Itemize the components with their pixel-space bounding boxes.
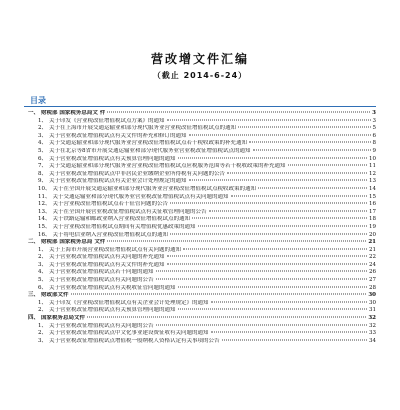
toc-entry-number: 4、 — [38, 140, 47, 147]
toc-dot-leader — [231, 195, 367, 196]
toc-page-number: 27 — [369, 277, 376, 284]
toc-dot-leader — [198, 225, 367, 226]
toc-page-number: 14 — [369, 185, 376, 192]
toc-page-number: 31 — [369, 307, 376, 314]
toc-dot-leader — [107, 112, 370, 113]
toc-entry-title: 财税部 国家税务总局文 件 — [41, 110, 106, 116]
toc-entry-number: 5、 — [38, 147, 47, 154]
toc-entry[interactable] — [38, 140, 376, 148]
toc-entry-title: 关于营业税改征增值税试点期间有关增值税优惠政策的通知 — [52, 223, 196, 230]
toc-entry-number: 14、 — [38, 216, 51, 223]
toc-page-number: 9 — [372, 147, 376, 154]
toc-section[interactable] — [28, 315, 376, 323]
toc-entry[interactable] — [38, 277, 376, 285]
toc-entry-number: 2、 — [38, 254, 47, 261]
toc-page-number: 15 — [369, 193, 376, 200]
toc-page-number: 28 — [369, 284, 376, 291]
toc-entry[interactable] — [38, 118, 376, 126]
toc-entry-title: 关于营业税改征增值税试点有关文件的补充和修订的通知 — [49, 132, 187, 139]
toc-entry[interactable] — [38, 171, 376, 179]
toc-entry[interactable] — [38, 194, 376, 202]
toc-entry[interactable] — [38, 156, 376, 164]
toc-page-number: 24 — [369, 261, 376, 268]
toc-entry-number: 2、 — [38, 307, 47, 314]
toc-page-number: 18 — [369, 216, 376, 223]
toc-entry-number: 9、 — [38, 178, 47, 185]
toc-entry-title: 关于营业税改征增值税试点若干征管问题的公告 — [52, 201, 169, 208]
toc-entry-number: 3、 — [38, 337, 47, 344]
toc-dot-leader — [288, 165, 367, 166]
toc-dot-leader — [156, 324, 367, 325]
toc-entry-title: 关于营业税改征增值税试点中文化事业建设费征收有关问题的通知 — [49, 330, 209, 337]
toc-entry-title: 关于交通运输业和部分现代服务业营业税改征增值税试点应税服务范围等若干税收政策的补充通知 — [49, 163, 286, 170]
toc-page-number: 32 — [369, 322, 376, 329]
toc-dot-leader — [253, 149, 371, 150]
toc-entry-title: 关于在上海市开展交通运输业和部分现代服务业营业税改征增值税试点的通知 — [49, 125, 237, 132]
toc-page-number: 30 — [368, 292, 376, 299]
toc-entry-number: 7、 — [38, 163, 47, 170]
toc-entry-title: 关于营业税改征增值税试点中非居民企业缴纳企业所得税有关问题的公告 — [49, 170, 226, 177]
toc-dot-leader — [238, 127, 370, 128]
toc-page-number: 19 — [369, 223, 376, 230]
toc-page-number: 20 — [369, 231, 376, 238]
toc-page-number: 3 — [372, 110, 376, 116]
toc-entry-number: 6、 — [38, 284, 47, 291]
toc-entry-number: 2、 — [38, 125, 47, 132]
toc-page-number: 34 — [369, 337, 376, 344]
toc-entry[interactable] — [38, 209, 376, 217]
toc-entry-number: 2、 — [38, 330, 47, 337]
toc-page-number: 8 — [372, 140, 376, 147]
toc-entry[interactable] — [38, 300, 376, 308]
toc-entry[interactable] — [38, 269, 376, 277]
toc-entry-title: 关于交通运输业和部分现代服务业营业税改征增值税试点若干税收政策的补充通知 — [49, 140, 248, 147]
toc-dot-leader — [107, 241, 366, 242]
toc-entry-title: 关于营业税改征增值税试点若干问题的通知 — [49, 269, 154, 276]
toc-entry-title: 关于印发《营业税改征增值税试点有关企业会计处理规定》的通知 — [49, 299, 209, 306]
toc-entry-title: 关于交通运输业和部分现代服务业营业税改征增值税试点有关问题的通知 — [52, 193, 229, 200]
toc-entry[interactable] — [38, 224, 376, 232]
toc-entry[interactable] — [38, 186, 376, 194]
toc-page-number: 10 — [369, 155, 376, 162]
toc-dot-leader — [156, 279, 367, 280]
toc-entry-number: 二、 — [28, 239, 40, 246]
toc-dot-leader — [227, 172, 367, 173]
toc-entry[interactable] — [38, 133, 376, 141]
toc-entry-number: 12、 — [38, 201, 51, 208]
toc-entry[interactable] — [38, 163, 376, 171]
toc-entry[interactable] — [38, 262, 376, 270]
toc-entry[interactable] — [38, 178, 376, 186]
toc-entry-title: 关于铁路运输和邮政业纳入营业税改征增值税试点的通知 — [52, 216, 191, 223]
toc-entry-number: 8、 — [38, 170, 47, 177]
toc-entry-number: 11、 — [38, 193, 51, 200]
toc-entry-number: 16、 — [38, 231, 51, 238]
toc-entry-title: 关于营业税改征增值税试点有关文件的补充通知 — [49, 261, 165, 268]
toc-entry[interactable] — [38, 254, 376, 262]
toc-page-number: 3 — [372, 117, 376, 124]
toc-entry-title: 关于上海市开展营业税改征增值税试点有关问题的通知 — [49, 246, 182, 253]
toc-entry-number: 6、 — [38, 155, 47, 162]
toc-entry-title: 关于营业税改征增值税试点有关问题的公告 — [49, 277, 154, 284]
toc-entry[interactable] — [38, 323, 376, 331]
toc-entry-number: 四、 — [28, 315, 40, 322]
toc-entry-title: 关于营业税改征增值税试点有关预算管理问题的通知 — [49, 307, 176, 314]
toc-dot-leader — [249, 142, 370, 143]
toc-entry-number: 3、 — [38, 261, 47, 268]
toc-entry[interactable] — [38, 330, 376, 338]
toc-entry[interactable] — [38, 285, 376, 293]
toc-heading-rule — [24, 106, 376, 107]
toc-section[interactable] — [28, 292, 376, 300]
document-title: 营改增文件汇编 — [150, 52, 249, 66]
toc-entry-title: 关于在全国开展交通运输业和部分现代服务业营业税改征增值税试点税收政策的通知 — [52, 185, 257, 192]
toc-page-number: 32 — [368, 315, 376, 322]
toc-page-number: 17 — [369, 208, 376, 215]
toc-page-number: 5 — [372, 125, 376, 132]
toc-entry[interactable] — [38, 201, 376, 209]
toc-entry-number: 1、 — [38, 299, 47, 306]
toc-page-number: 12 — [369, 170, 376, 177]
toc-entry-number: 10、 — [38, 185, 51, 192]
toc-entry[interactable] — [38, 232, 376, 240]
toc-page-number: 26 — [369, 269, 376, 276]
toc-dot-leader — [258, 187, 367, 188]
toc-entry-title: 关于营业税改征增值税试点有关税收征管问题的通知 — [49, 284, 176, 291]
toc-dot-leader — [170, 233, 367, 234]
toc-entry-number: 1、 — [38, 322, 47, 329]
toc-dot-leader — [178, 286, 367, 287]
toc-page-number: 13 — [369, 178, 376, 185]
toc-entry-title: 关于营业税改征增值税试点有关预算管理问题的通知 — [49, 155, 176, 162]
toc-page-number: 22 — [369, 254, 376, 261]
toc-page-number: 16 — [369, 201, 376, 208]
toc-section[interactable] — [28, 110, 376, 118]
toc-entry[interactable] — [38, 247, 376, 255]
toc-dot-leader — [189, 134, 371, 135]
toc-entry-number: 1、 — [38, 117, 47, 124]
toc-dot-leader — [189, 180, 367, 181]
toc-entry-title: 国家税务总局文件 — [41, 315, 86, 322]
toc-entry-title: 关于印发《营业税改征增值税试点方案》的通知 — [49, 117, 165, 124]
toc-dot-leader — [222, 339, 367, 340]
toc-entry-title: 关于营业税改征增值税试点有关问题的补充通知 — [49, 254, 165, 261]
toc-entry[interactable] — [38, 338, 376, 346]
toc-entry[interactable] — [38, 216, 376, 224]
toc-dot-leader — [156, 271, 367, 272]
document-date: （截止 2014-6-24） — [152, 71, 248, 80]
toc-page-number: 33 — [369, 330, 376, 337]
toc-dot-leader — [87, 317, 366, 318]
toc-page-number: 21 — [369, 246, 376, 253]
toc-dot-leader — [192, 218, 367, 219]
toc-heading: 目录 — [30, 96, 46, 105]
toc-dot-leader — [167, 119, 371, 120]
toc-dot-leader — [211, 332, 367, 333]
toc-entry-number: 15、 — [38, 223, 51, 230]
toc-section[interactable] — [28, 239, 376, 247]
toc-entry-title: 关于在全国开展营业税改征增值税试点有关征收管理问题的公告 — [52, 208, 207, 215]
toc-entry-title: 关于营业税改征增值税试点增值税一般纳税人资格认定有关事项的公告 — [49, 337, 220, 344]
toc-entry[interactable] — [38, 148, 376, 156]
toc-entry-title: 关于营业税改征增值税试点有关问题的公告 — [49, 322, 154, 329]
toc-entry-number: 一、 — [28, 110, 40, 116]
toc-entry-number: 4、 — [38, 269, 47, 276]
table-of-contents — [24, 110, 376, 404]
toc-dot-leader — [183, 248, 367, 249]
toc-entry[interactable] — [38, 307, 376, 315]
toc-entry-number: 3、 — [38, 132, 47, 139]
toc-page-number: 11 — [369, 163, 376, 170]
toc-page-number: 6 — [372, 132, 376, 139]
toc-dot-leader — [167, 256, 367, 257]
toc-dot-leader — [167, 263, 367, 264]
toc-page-number: 21 — [368, 239, 376, 246]
toc-entry-title: 财政部文件 — [41, 292, 69, 299]
toc-entry-title: 财税部 国家税务总局 文件 — [41, 239, 106, 246]
toc-entry-number: 13、 — [38, 208, 51, 215]
toc-page-number: 30 — [369, 299, 376, 306]
toc-entry[interactable] — [38, 125, 376, 133]
toc-dot-leader — [170, 203, 367, 204]
toc-dot-leader — [178, 157, 367, 158]
toc-entry-number: 5、 — [38, 277, 47, 284]
toc-dot-leader — [209, 210, 367, 211]
toc-entry-title: 关于将电信业纳入营业税改征增值税试点的通知 — [52, 231, 169, 238]
toc-dot-leader — [211, 301, 367, 302]
toc-entry-title: 关于营业税改征增值税试点有关企业会计处理规定的通知 — [49, 178, 187, 185]
toc-entry-number: 1、 — [38, 246, 47, 253]
toc-entry-title: 关于在北京等8省市开展交通运输业和部分现代服务业营业税改征增值税试点的通知 — [49, 147, 251, 154]
toc-entry-number: 三、 — [28, 292, 40, 299]
toc-dot-leader — [71, 294, 367, 295]
toc-dot-leader — [178, 309, 367, 310]
